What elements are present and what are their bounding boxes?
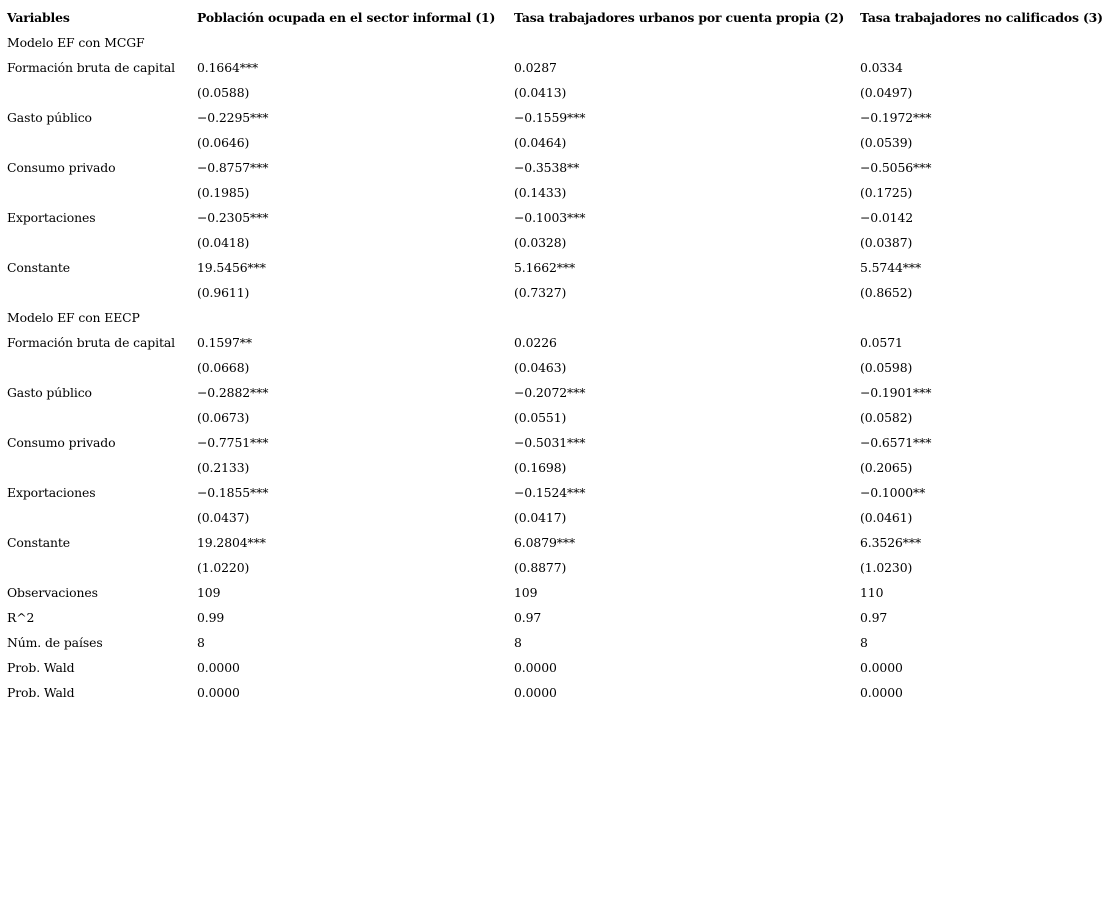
cell-model-1: −0.2305*** — [197, 210, 269, 225]
cell-model-1: −0.2295*** — [197, 110, 269, 125]
table-row — [4, 30, 1120, 55]
cell-model-3: (0.2065) — [860, 460, 913, 475]
cell-model-2: −0.1524*** — [514, 485, 586, 500]
cell-model-1: (0.9611) — [197, 285, 250, 300]
table-row — [4, 605, 1120, 630]
table-row — [4, 530, 1120, 555]
cell-model-1: (0.0588) — [197, 85, 250, 100]
cell-model-3: −0.5056*** — [860, 160, 932, 175]
cell-model-1 — [194, 30, 511, 55]
table-row — [4, 330, 1120, 355]
header-variables: Variables — [7, 10, 70, 25]
header-informal-sector-employment: Población ocupada en el sector informal (1) — [197, 10, 496, 25]
cell-model-2: 8 — [514, 635, 522, 650]
cell-model-1: 0.0000 — [197, 685, 240, 700]
cell-model-3: −0.1972*** — [860, 110, 932, 125]
cell-model-2 — [511, 305, 857, 330]
cell-model-3: 8 — [860, 635, 868, 650]
cell-model-1: 0.99 — [197, 610, 225, 625]
cell-model-3 — [857, 30, 1120, 55]
cell-variable — [4, 80, 194, 105]
table-row — [4, 405, 1120, 430]
cell-model-1: −0.7751*** — [197, 435, 269, 450]
cell-model-1: 0.0000 — [197, 660, 240, 675]
cell-model-1: (0.0646) — [197, 135, 250, 150]
table-row — [4, 655, 1120, 680]
cell-model-1: (0.0437) — [197, 510, 250, 525]
cell-model-3: 0.0000 — [860, 660, 903, 675]
cell-model-3 — [857, 305, 1120, 330]
cell-variable: Formación bruta de capital — [7, 60, 176, 75]
cell-model-3: (0.0582) — [860, 410, 913, 425]
cell-model-3: −0.6571*** — [860, 435, 932, 450]
cell-variable: Núm. de países — [7, 635, 103, 650]
cell-variable: Observaciones — [7, 585, 98, 600]
cell-variable: Modelo EF con MCGF — [7, 35, 145, 50]
cell-model-3: −0.1901*** — [860, 385, 932, 400]
table-row — [4, 55, 1120, 80]
table-row — [4, 580, 1120, 605]
cell-model-2: (0.7327) — [514, 285, 567, 300]
cell-variable — [4, 405, 194, 430]
cell-model-3: −0.0142 — [860, 210, 914, 225]
cell-model-2: (0.1433) — [514, 185, 567, 200]
cell-model-1: −0.2882*** — [197, 385, 269, 400]
table-row — [4, 105, 1120, 130]
table-row — [4, 455, 1120, 480]
cell-variable: Exportaciones — [7, 210, 96, 225]
table-row — [4, 430, 1120, 455]
cell-model-2: −0.5031*** — [514, 435, 586, 450]
cell-model-3: 5.5744*** — [860, 260, 922, 275]
cell-model-3: (1.0230) — [860, 560, 913, 575]
header-unskilled-workers-rate: Tasa trabajadores no calificados (3) — [860, 10, 1103, 25]
cell-variable: Gasto público — [7, 385, 92, 400]
cell-model-2: −0.3538** — [514, 160, 580, 175]
cell-model-1: 19.5456*** — [197, 260, 266, 275]
cell-model-2: 5.1662*** — [514, 260, 576, 275]
cell-model-3: (0.0598) — [860, 360, 913, 375]
header-urban-self-employed-rate: Tasa trabajadores urbanos por cuenta propia (2) — [514, 10, 845, 25]
table-row — [4, 180, 1120, 205]
cell-variable — [4, 130, 194, 155]
cell-model-2: (0.1698) — [514, 460, 567, 475]
table-row — [4, 555, 1120, 580]
cell-model-1: 0.1597** — [197, 335, 252, 350]
cell-model-2: 0.0226 — [514, 335, 557, 350]
cell-model-1: 0.1664*** — [197, 60, 259, 75]
cell-variable: Gasto público — [7, 110, 92, 125]
cell-variable: Constante — [7, 260, 71, 275]
header-row — [4, 5, 1120, 30]
cell-variable — [4, 555, 194, 580]
cell-model-2: (0.0464) — [514, 135, 567, 150]
table-body — [4, 30, 1120, 705]
cell-model-1: 109 — [197, 585, 221, 600]
cell-variable: Prob. Wald — [7, 685, 75, 700]
cell-model-3: 0.0334 — [860, 60, 903, 75]
table-header — [4, 5, 1120, 30]
cell-model-2: (0.8877) — [514, 560, 567, 575]
cell-model-2: −0.2072*** — [514, 385, 586, 400]
cell-model-1: (0.2133) — [197, 460, 250, 475]
cell-model-1: (0.0668) — [197, 360, 250, 375]
cell-variable: Prob. Wald — [7, 660, 75, 675]
cell-variable: Consumo privado — [7, 160, 116, 175]
cell-model-3: 0.0000 — [860, 685, 903, 700]
cell-variable: Modelo EF con EECP — [7, 310, 140, 325]
cell-variable: R^2 — [7, 610, 35, 625]
cell-variable: Exportaciones — [7, 485, 96, 500]
cell-model-1 — [194, 305, 511, 330]
cell-model-2: −0.1003*** — [514, 210, 586, 225]
table-row — [4, 630, 1120, 655]
cell-model-3: (0.0461) — [860, 510, 913, 525]
table-row — [4, 305, 1120, 330]
cell-model-3: 0.0571 — [860, 335, 903, 350]
cell-variable: Consumo privado — [7, 435, 116, 450]
cell-model-1: (1.0220) — [197, 560, 250, 575]
cell-model-1: −0.1855*** — [197, 485, 269, 500]
cell-variable — [4, 280, 194, 305]
cell-model-3: (0.0497) — [860, 85, 913, 100]
cell-model-2: 6.0879*** — [514, 535, 576, 550]
cell-variable — [4, 455, 194, 480]
cell-model-2: (0.0417) — [514, 510, 567, 525]
cell-variable: Formación bruta de capital — [7, 335, 176, 350]
cell-model-1: −0.8757*** — [197, 160, 269, 175]
cell-variable — [4, 230, 194, 255]
cell-model-2: 0.0000 — [514, 685, 557, 700]
cell-model-1: (0.0673) — [197, 410, 250, 425]
table-row — [4, 255, 1120, 280]
table-row — [4, 155, 1120, 180]
regression-results-table — [4, 5, 1120, 705]
cell-model-2: 109 — [514, 585, 538, 600]
cell-model-2: (0.0463) — [514, 360, 567, 375]
cell-model-3: 0.97 — [860, 610, 888, 625]
cell-variable — [4, 180, 194, 205]
cell-variable — [4, 355, 194, 380]
table-row — [4, 505, 1120, 530]
cell-model-2: 0.97 — [514, 610, 542, 625]
cell-variable: Constante — [7, 535, 71, 550]
cell-model-3: (0.0539) — [860, 135, 913, 150]
cell-model-3: 6.3526*** — [860, 535, 922, 550]
cell-model-2: −0.1559*** — [514, 110, 586, 125]
cell-model-1: (0.1985) — [197, 185, 250, 200]
table-row — [4, 205, 1120, 230]
cell-model-2: 0.0287 — [514, 60, 557, 75]
table-row — [4, 380, 1120, 405]
cell-model-2: 0.0000 — [514, 660, 557, 675]
cell-model-1: 8 — [197, 635, 205, 650]
cell-model-2: (0.0551) — [514, 410, 567, 425]
cell-model-3: (0.8652) — [860, 285, 913, 300]
table-row — [4, 355, 1120, 380]
cell-model-1: (0.0418) — [197, 235, 250, 250]
table-row — [4, 680, 1120, 705]
cell-model-1: 19.2804*** — [197, 535, 266, 550]
cell-model-2: (0.0328) — [514, 235, 567, 250]
table-row — [4, 480, 1120, 505]
cell-model-3: (0.0387) — [860, 235, 913, 250]
cell-model-2 — [511, 30, 857, 55]
cell-model-3: (0.1725) — [860, 185, 913, 200]
table-row — [4, 230, 1120, 255]
cell-model-2: (0.0413) — [514, 85, 567, 100]
cell-variable — [4, 505, 194, 530]
table-row — [4, 130, 1120, 155]
cell-model-3: 110 — [860, 585, 884, 600]
table-row — [4, 80, 1120, 105]
cell-model-3: −0.1000** — [860, 485, 926, 500]
table-row — [4, 280, 1120, 305]
